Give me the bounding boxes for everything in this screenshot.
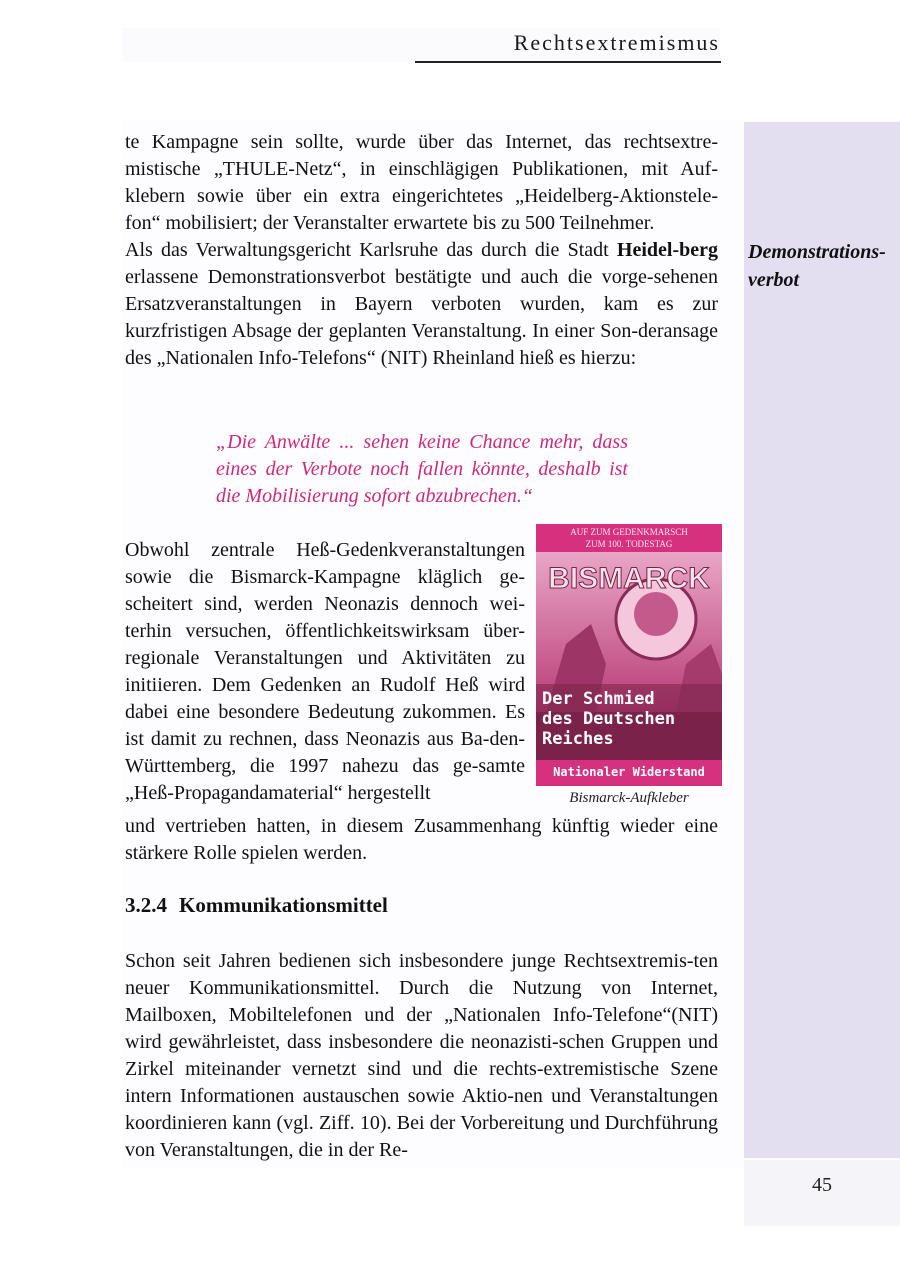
paragraph-court-ruling [125,237,718,372]
poster-top-line: ZUM 100. TODESTAG [585,539,673,549]
poster-banner-text: Nationaler Widerstand [553,765,705,779]
margin-note [748,238,898,294]
header-rule [415,61,721,63]
text-run: erlassene Demonstrationsverbot bestätigte und auch die vorge-sehenen Ersatzveranstaltungen in Bayern verboten wurden, kam es zur kurzfristigen Absage der geplanten Veranstaltung. In einer Son-deransage des „Nationalen Info-Telefons“ (NIT) Rheinland hieß es hierzu: [125,266,718,369]
poster-top-line: AUF ZUM GEDENKMARSCH [570,527,688,537]
paragraph-continuation: und vertrieben hatten, in diesem Zusammenhang künftig wieder eine stärkere Rolle spielen werden. [125,815,718,864]
bismarck-poster-image [536,524,722,786]
paragraph-intro [125,129,718,372]
section-number: 3.2.4 [125,893,167,917]
page-number: 45 [812,1174,832,1196]
poster-portrait-head [634,592,678,636]
text-line: fon“ mobilisiert; der Veranstalter erwartete bis zu 500 Teilnehmer. [125,212,655,234]
poster-slogan-line: Reiches [542,729,614,749]
margin-note-line: verbot [748,269,800,291]
margin-note-line: Demonstrations- [748,241,886,263]
running-header: Rechtsextremismus [513,30,720,55]
paragraph-wrapped: Obwohl zentrale Heß-Gedenkveranstaltungen sowie die Bismarck-Kampagne kläglich ge-scheitert sind, werden Neonazis dennoch wei-terhin versuchen, öffentlichkeitswirksam über-regionale Veranstaltungen und Aktivitäten zu initiieren. Dem Gedenken an Rudolf Heß wird dabei eine besondere Bedeutung zukommen. Es ist damit zu rechnen, dass Neonazis aus Ba-den-Württemberg, die 1997 nahezu das ge-samte „Heß-Propagandamaterial“ hergestellt [125,539,525,804]
city-name-bold: Heidel-berg [616,239,718,261]
quote-block: „Die Anwälte ... sehen keine Chance mehr, dass eines der Verbote noch fallen könnte, deshalb ist die Mobilisierung sofort abzubrechen.“ [216,431,628,507]
section-heading [125,893,388,918]
poster-slogan-line: des Deutschen [542,709,676,729]
poster-title: BISMARCK [548,562,710,595]
text-run: Als das Verwaltungsgericht Karlsruhe das durch die Stadt [125,239,617,261]
poster-caption: Bismarck-Aufkleber [569,790,689,806]
text-line: te Kampagne sein sollte, wurde über das Internet, das rechtsextre- [125,131,718,153]
section-title: Kommunikationsmittel [179,893,388,917]
text-line: mistische „THULE-Netz“, in einschlägigen Publikationen, mit Auf- [125,158,718,180]
poster-slogan-line: Der Schmied [542,689,655,709]
paragraph-communication: Schon seit Jahren bedienen sich insbesondere junge Rechtsextremis-ten neuer Kommunikationsmittel. Durch die Nutzung von Internet, Mailboxen, Mobiltelefonen und der „Nationalen Info-Telefone“(NIT) wird gewährleistet, dass insbesondere die neonazisti-schen Gruppen und Zirkel miteinander vernetzt sind und die rechts-extremistische Szene intern Informationen austauschen sowie Aktio-nen und Veranstaltungen koordinieren kann (vgl. Ziff. 10). Bei der Vorbereitung und Durchführung von Veranstaltungen, die in der Re- [125,950,718,1161]
text-line: klebern sowie über ein extra eingerichtetes „Heidelberg-Aktionstele- [125,185,718,207]
